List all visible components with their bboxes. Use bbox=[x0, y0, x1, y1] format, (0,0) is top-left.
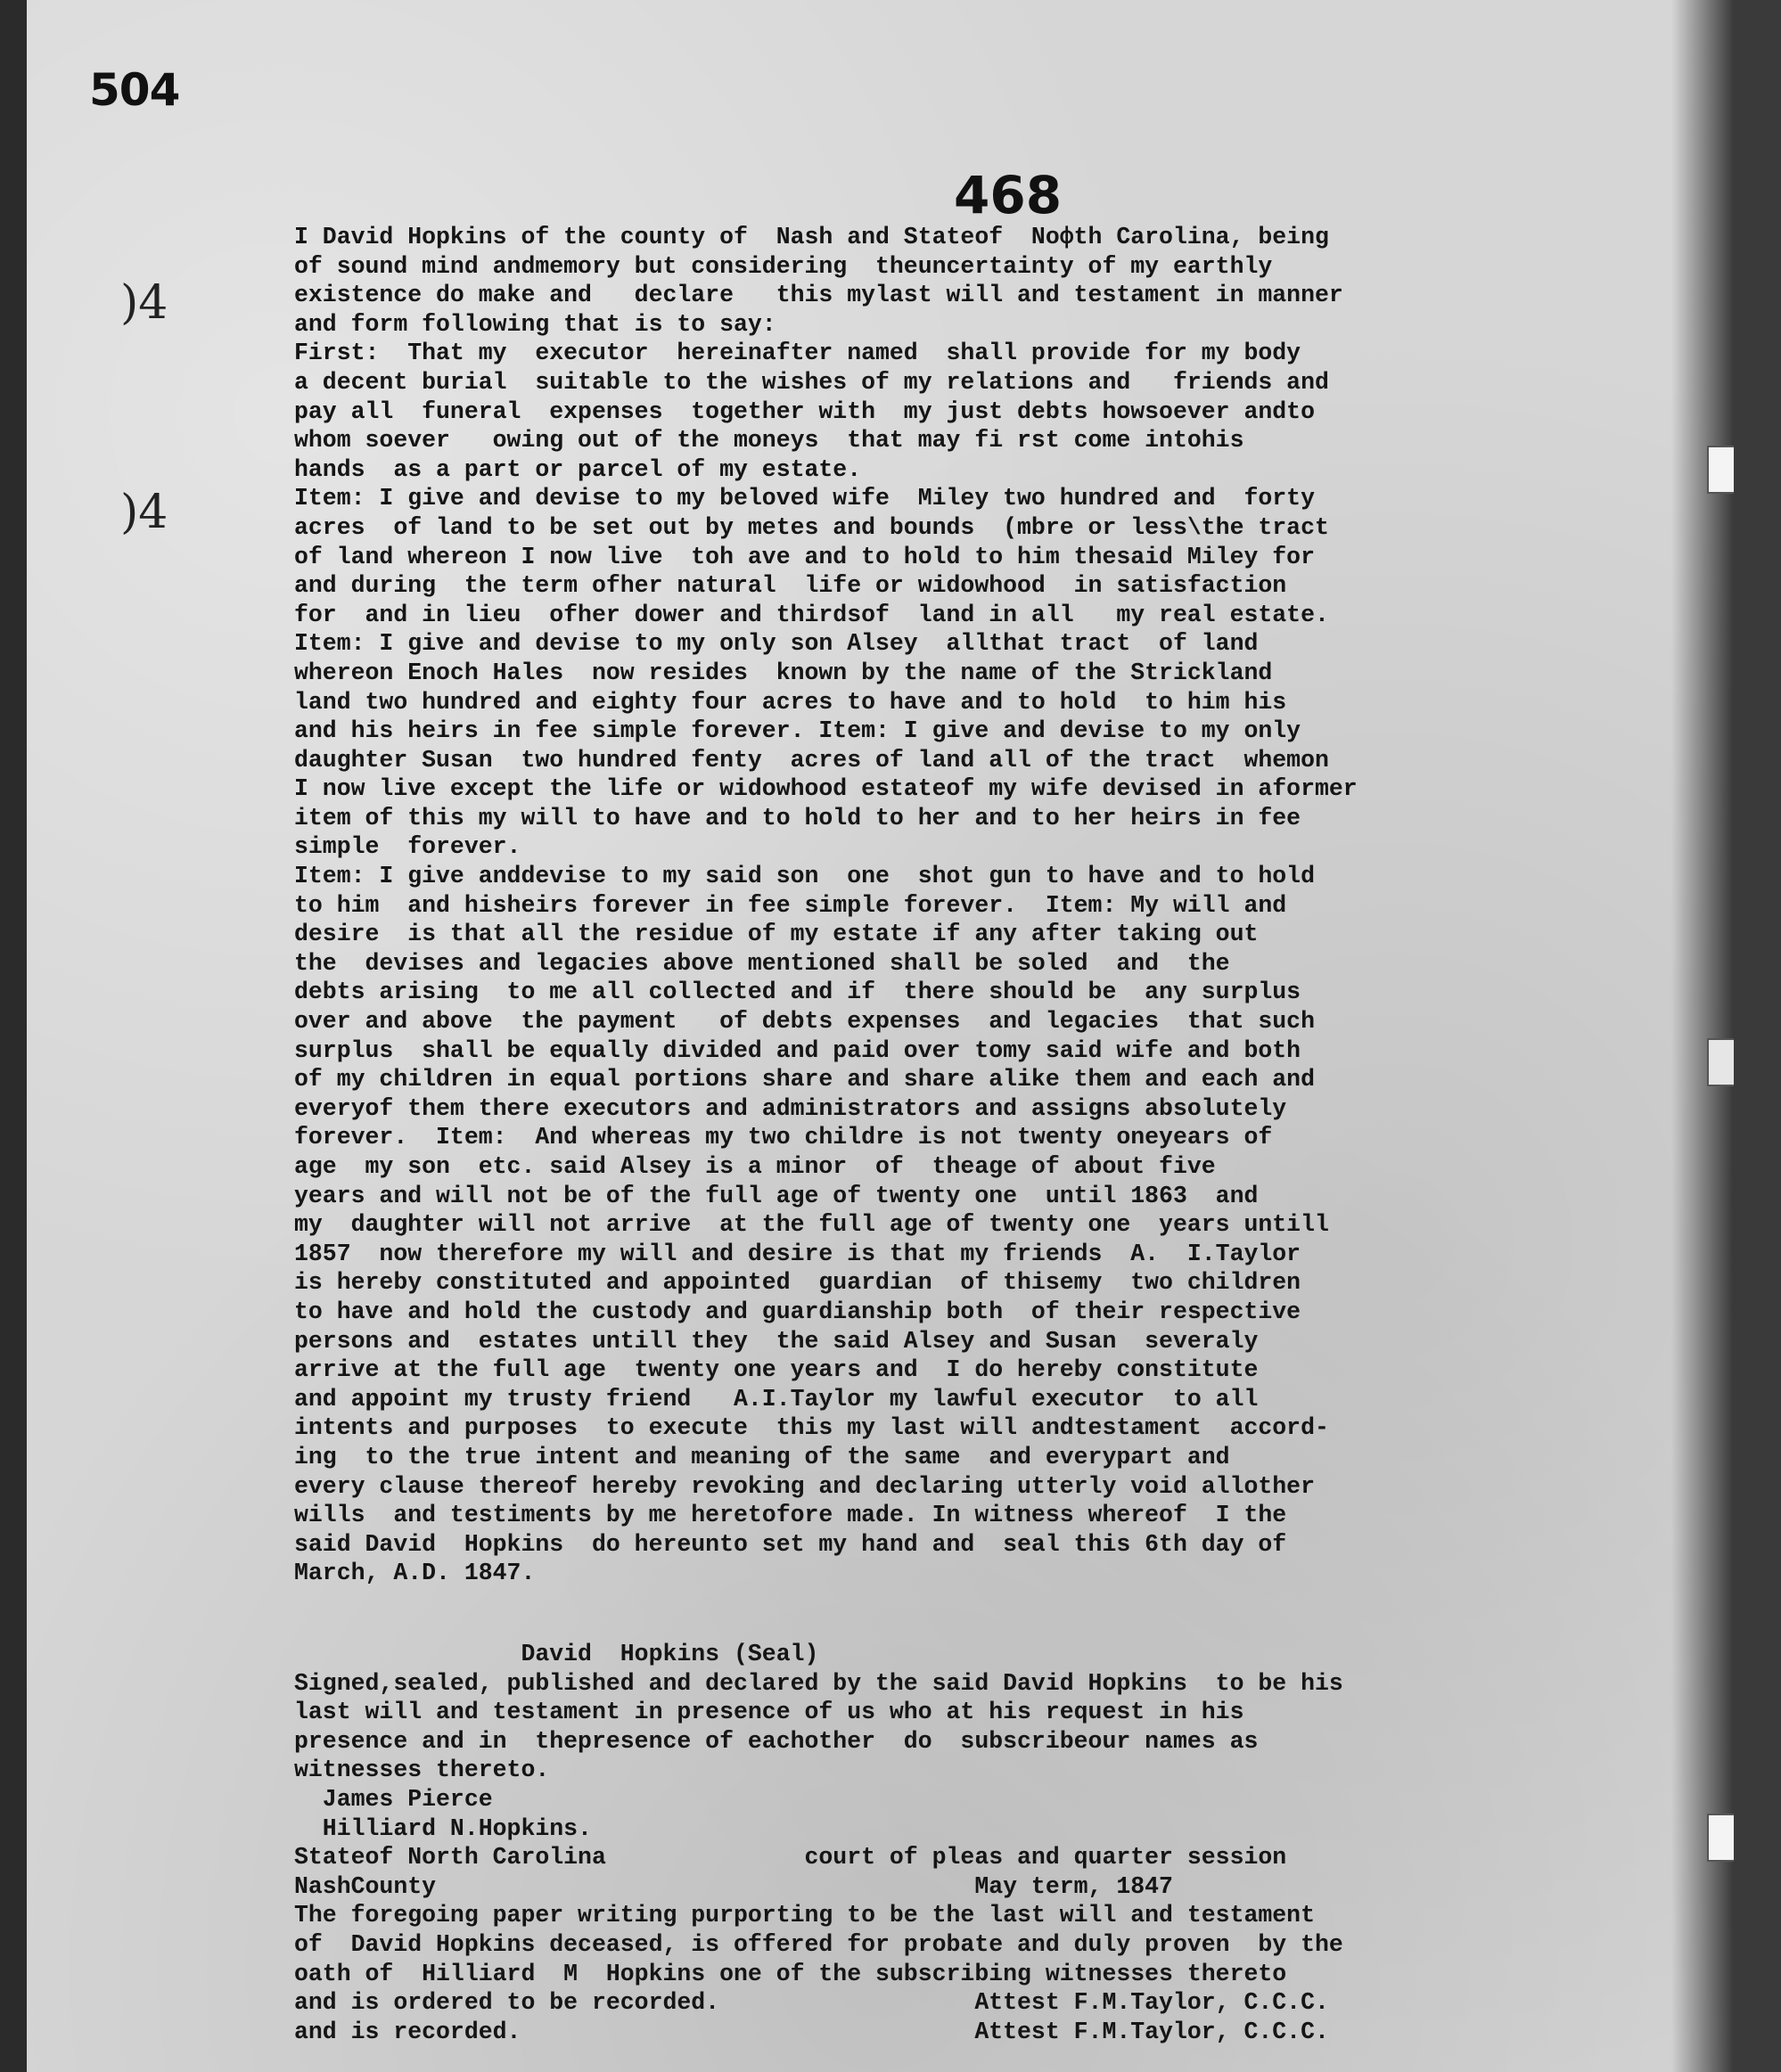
scanner-edge bbox=[1734, 0, 1781, 2072]
text-line: and is ordered to be recorded. Attest F.M.Taylor, C.C.C. bbox=[294, 1989, 1329, 2017]
text-line: Item: I give and devise to my beloved wife Miley two hundred and forty bbox=[294, 485, 1315, 512]
text-line: Signed,sealed, published and declared by the said David Hopkins to be his bbox=[294, 1669, 1343, 1697]
text-line: whereon Enoch Hales now resides known by the name of the Strickland bbox=[294, 659, 1273, 686]
stamp-number: 504 bbox=[89, 64, 180, 116]
text-line: David Hopkins (Seal) bbox=[294, 1641, 819, 1667]
text-line: Item: I give and devise to my only son Alsey allthat tract of land bbox=[294, 630, 1259, 658]
text-line: I now live except the life or widowhood estateof my wife devised in aformer bbox=[294, 775, 1358, 803]
text-line: March, A.D. 1847. bbox=[294, 1560, 536, 1587]
text-line: and during the term ofher natural life or widowhood in satisfaction bbox=[294, 572, 1287, 600]
text-line: every clause thereof hereby revoking and declaring utterly void allother bbox=[294, 1472, 1315, 1500]
text-line: item of this my will to have and to hold to her and to her heirs in fee bbox=[294, 804, 1301, 831]
text-line: the devises and legacies above mentioned shall be soled and the bbox=[294, 949, 1230, 977]
text-line: age my son etc. said Alsey is a minor of theage of about five bbox=[294, 1153, 1216, 1180]
text-line: said David Hopkins do hereunto set my hand and seal this 6th day of bbox=[294, 1530, 1287, 1558]
signature-and-probate-block bbox=[294, 1640, 1613, 2046]
will-body bbox=[294, 223, 1613, 1588]
text-line: of sound mind andmemory but considering theuncertainty of my earthly bbox=[294, 252, 1273, 280]
text-line: acres of land to be set out by metes and bounds (mbre or less\the tract bbox=[294, 513, 1329, 541]
text-line: over and above the payment of debts expenses and legacies that such bbox=[294, 1008, 1315, 1036]
text-line: Stateof North Carolina court of pleas and quarter session bbox=[294, 1844, 1287, 1871]
text-line: surplus shall be equally divided and paid over tomy said wife and both bbox=[294, 1036, 1301, 1064]
text-line: NashCounty May term, 1847 bbox=[294, 1872, 1173, 1900]
text-line: everyof them there executors and administrators and assigns absolutely bbox=[294, 1094, 1287, 1122]
page-tab-marker bbox=[1707, 1038, 1734, 1086]
text-line: my daughter will not arrive at the full age of twenty one years untill bbox=[294, 1211, 1329, 1239]
text-line: is hereby constituted and appointed guardian of thisemy two children bbox=[294, 1269, 1301, 1297]
text-line: wills and testiments by me heretofore made. In witness whereof I the bbox=[294, 1502, 1287, 1529]
text-line: of my children in equal portions share and share alike them and each and bbox=[294, 1066, 1315, 1093]
page-shadow-edge bbox=[1671, 0, 1734, 2072]
text-line: simple forever. bbox=[294, 833, 521, 861]
text-line: years and will not be of the full age of twenty one until 1863 and bbox=[294, 1182, 1259, 1209]
text-line: and is recorded. Attest F.M.Taylor, C.C.C. bbox=[294, 2018, 1329, 2045]
text-line: oath of Hilliard M Hopkins one of the subscribing witnesses thereto bbox=[294, 1960, 1287, 1987]
page-tab-marker bbox=[1707, 1814, 1734, 1862]
text-line: and his heirs in fee simple forever. Item: I give and devise to my only bbox=[294, 717, 1301, 745]
document-page bbox=[27, 0, 1734, 2072]
text-line: ing to the true intent and meaning of the same and everypart and bbox=[294, 1443, 1230, 1470]
text-line: pay all funeral expenses together with my just debts howsoever andto bbox=[294, 397, 1315, 425]
page-number: 468 bbox=[954, 165, 1063, 225]
text-line: to him and hisheirs forever in fee simple forever. Item: My will and bbox=[294, 891, 1287, 919]
text-line: of David Hopkins deceased, is offered for probate and duly proven by the bbox=[294, 1930, 1343, 1958]
text-line: desire is that all the residue of my estate if any after taking out bbox=[294, 921, 1259, 948]
text-line: of land whereon I now live toh ave and to hold to him thesaid Miley for bbox=[294, 543, 1315, 570]
text-line: persons and estates untill they the said Alsey and Susan severaly bbox=[294, 1327, 1259, 1355]
text-line: The foregoing paper writing purporting to be the last will and testament bbox=[294, 1902, 1315, 1929]
text-line: to have and hold the custody and guardianship both of their respective bbox=[294, 1298, 1301, 1325]
text-line: existence do make and declare this mylast will and testament in manner bbox=[294, 282, 1343, 309]
text-line: last will and testament in presence of us who at his request in his bbox=[294, 1699, 1244, 1726]
text-line: 1857 now therefore my will and desire is that my friends A. I.Taylor bbox=[294, 1240, 1301, 1267]
text-line: daughter Susan two hundred fenty acres of land all of the tract whemon bbox=[294, 746, 1329, 774]
text-line: intents and purposes to execute this my last will andtestament accord- bbox=[294, 1414, 1329, 1442]
margin-mark: )4 bbox=[120, 486, 168, 539]
text-line: James Pierce bbox=[294, 1785, 493, 1813]
text-line: and form following that is to say: bbox=[294, 310, 776, 338]
text-line: First: That my executor hereinafter named shall provide for my body bbox=[294, 340, 1301, 367]
text-line: whom soever owing out of the moneys that may fi rst come intohis bbox=[294, 427, 1244, 455]
margin-mark: )4 bbox=[120, 276, 168, 330]
text-line: presence and in thepresence of eachother do subscribeour names as bbox=[294, 1727, 1259, 1755]
text-line: forever. Item: And whereas my two childre is not twenty oneyears of bbox=[294, 1124, 1273, 1151]
text-line: for and in lieu ofher dower and thirdsof land in all my real estate. bbox=[294, 601, 1329, 628]
text-line: a decent burial suitable to the wishes of my relations and friends and bbox=[294, 368, 1329, 396]
text-line: land two hundred and eighty four acres to have and to hold to him his bbox=[294, 688, 1287, 716]
text-line: arrive at the full age twenty one years and I do hereby constitute bbox=[294, 1356, 1259, 1384]
text-line: hands as a part or parcel of my estate. bbox=[294, 455, 862, 483]
page-tab-marker bbox=[1707, 446, 1734, 494]
text-line: and appoint my trusty friend A.I.Taylor my lawful executor to all bbox=[294, 1385, 1259, 1413]
text-line: witnesses thereto. bbox=[294, 1757, 550, 1784]
text-line: Hilliard N.Hopkins. bbox=[294, 1814, 592, 1842]
text-line: debts arising to me all collected and if there should be any surplus bbox=[294, 979, 1301, 1006]
text-line: Item: I give anddevise to my said son one shot gun to have and to hold bbox=[294, 863, 1315, 890]
text-line: I David Hopkins of the county of Nash and Stateof Noфth Carolina, being bbox=[294, 224, 1329, 250]
